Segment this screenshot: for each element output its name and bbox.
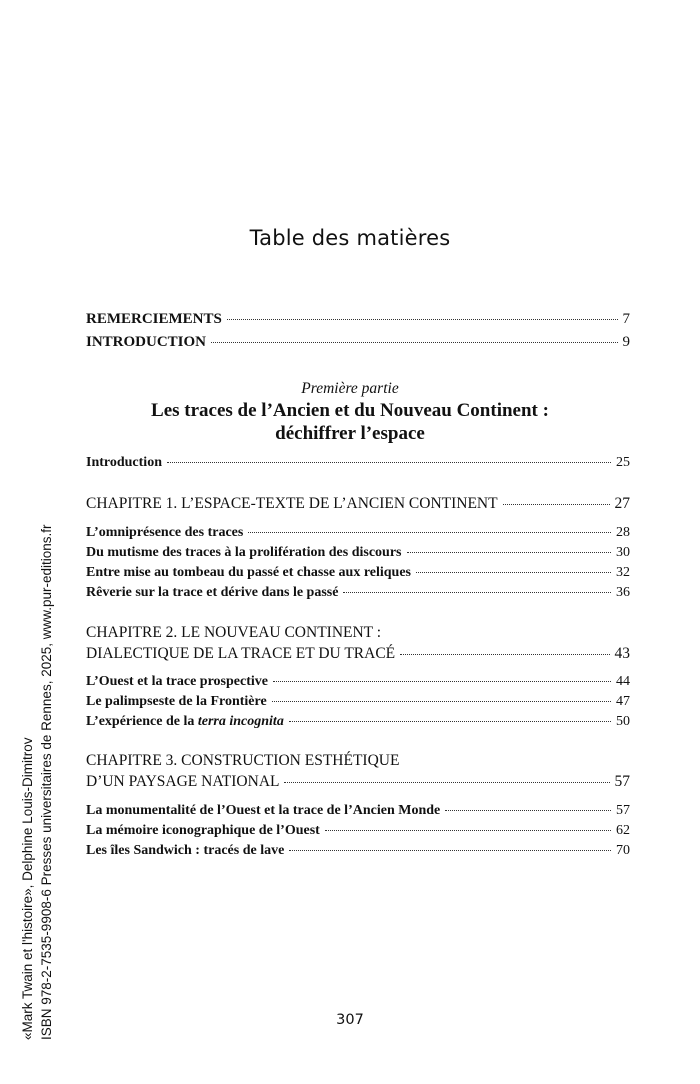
toc-label: La monumentalité de l’Ouest et la trace de l’Ancien Monde xyxy=(86,803,441,818)
chapter-title: CHAPITRE 1. L’ESPACE-TEXTE DE L’ANCIEN CONTINENT xyxy=(86,495,498,512)
chapter-2-heading[interactable] xyxy=(86,645,630,663)
toc-row-remerciements[interactable] xyxy=(86,311,630,328)
toc-row-section[interactable] xyxy=(86,525,630,541)
chapter-page: 27 xyxy=(614,495,630,512)
part-title-line1: Les traces de l’Ancien et du Nouveau Continent : xyxy=(151,400,549,421)
dot-leader xyxy=(248,532,611,533)
dot-leader xyxy=(273,681,611,682)
toc-label: L’Ouest et la trace prospective xyxy=(86,674,268,689)
toc-page: 70 xyxy=(616,843,630,858)
toc-page: 62 xyxy=(616,823,630,838)
toc-row-section[interactable] xyxy=(86,843,630,859)
part-label: Première partie xyxy=(301,380,399,397)
part-title-line2: déchiffrer l’espace xyxy=(275,423,425,444)
toc-label: Rêverie sur la trace et dérive dans le passé xyxy=(86,585,339,600)
dot-leader xyxy=(284,782,609,783)
toc-row-section[interactable] xyxy=(86,565,630,581)
dot-leader xyxy=(445,810,611,811)
dot-leader xyxy=(272,701,611,702)
toc-label: Le palimpseste de la Frontière xyxy=(86,694,267,709)
dot-leader xyxy=(416,572,611,573)
toc-label: Les îles Sandwich : tracés de lave xyxy=(86,843,285,858)
toc-label-italic: terra incognita xyxy=(197,714,284,729)
toc-label: Entre mise au tombeau du passé et chasse aux reliques xyxy=(86,565,412,580)
toc-row-section[interactable] xyxy=(86,674,630,690)
toc-row-section[interactable] xyxy=(86,545,630,561)
toc-row-section[interactable] xyxy=(86,694,630,710)
page-number: 307 xyxy=(336,1012,364,1028)
dot-leader xyxy=(325,830,611,831)
toc-row-part-introduction[interactable] xyxy=(86,455,630,471)
chapter-title: DIALECTIQUE DE LA TRACE ET DU TRACÉ xyxy=(86,645,396,662)
dot-leader xyxy=(407,552,612,553)
chapter-page: 57 xyxy=(614,773,630,790)
toc-page: 57 xyxy=(616,803,630,818)
toc-page: 25 xyxy=(616,455,630,470)
toc-row-section[interactable] xyxy=(86,803,630,819)
toc-row-introduction[interactable] xyxy=(86,334,630,351)
toc-page: 7 xyxy=(622,311,630,327)
toc-page: 32 xyxy=(616,565,630,580)
chapter-2-heading-line1: CHAPITRE 2. LE NOUVEAU CONTINENT : xyxy=(86,624,382,641)
toc-label: La mémoire iconographique de l’Ouest xyxy=(86,823,320,838)
dot-leader xyxy=(211,342,617,343)
toc-row-section[interactable] xyxy=(86,585,630,601)
chapter-page: 43 xyxy=(614,645,630,662)
chapter-3-heading[interactable] xyxy=(86,773,630,791)
toc-label xyxy=(86,714,284,730)
chapter-1-heading[interactable] xyxy=(86,495,630,513)
dot-leader xyxy=(400,654,609,655)
dot-leader xyxy=(289,850,611,851)
toc-label-prefix: L’expérience de la xyxy=(86,714,198,729)
toc-page: 50 xyxy=(616,714,630,729)
chapter-title: D’UN PAYSAGE NATIONAL xyxy=(86,773,280,790)
page-title: Table des matières xyxy=(249,226,451,250)
toc-row-section[interactable] xyxy=(86,823,630,839)
dot-leader xyxy=(167,462,611,463)
side-note-line1: «Mark Twain et l'histoire», Delphine Louis-Dimitrov xyxy=(20,737,35,1040)
toc-label: L’omniprésence des traces xyxy=(86,525,244,540)
side-note-line2: ISBN 978-2-7535-9908-6 Presses universitaires de Rennes, 2025, www.pur-editions.fr xyxy=(39,524,54,1040)
dot-leader xyxy=(227,319,618,320)
toc-label: REMERCIEMENTS xyxy=(86,311,222,327)
toc-label: Introduction xyxy=(86,455,162,470)
dot-leader xyxy=(503,504,610,505)
toc-page: 44 xyxy=(616,674,630,689)
dot-leader xyxy=(343,592,611,593)
toc-row-section[interactable] xyxy=(86,714,630,730)
toc-page: 30 xyxy=(616,545,630,560)
toc-page: 28 xyxy=(616,525,630,540)
dot-leader xyxy=(289,721,611,722)
chapter-3-heading-line1: CHAPITRE 3. CONSTRUCTION ESTHÉTIQUE xyxy=(86,752,400,769)
toc-label: INTRODUCTION xyxy=(86,334,207,350)
toc-label: Du mutisme des traces à la prolifération des discours xyxy=(86,545,402,560)
toc-page: 36 xyxy=(616,585,630,600)
toc-page: 9 xyxy=(622,334,630,350)
toc-page: 47 xyxy=(616,694,630,709)
